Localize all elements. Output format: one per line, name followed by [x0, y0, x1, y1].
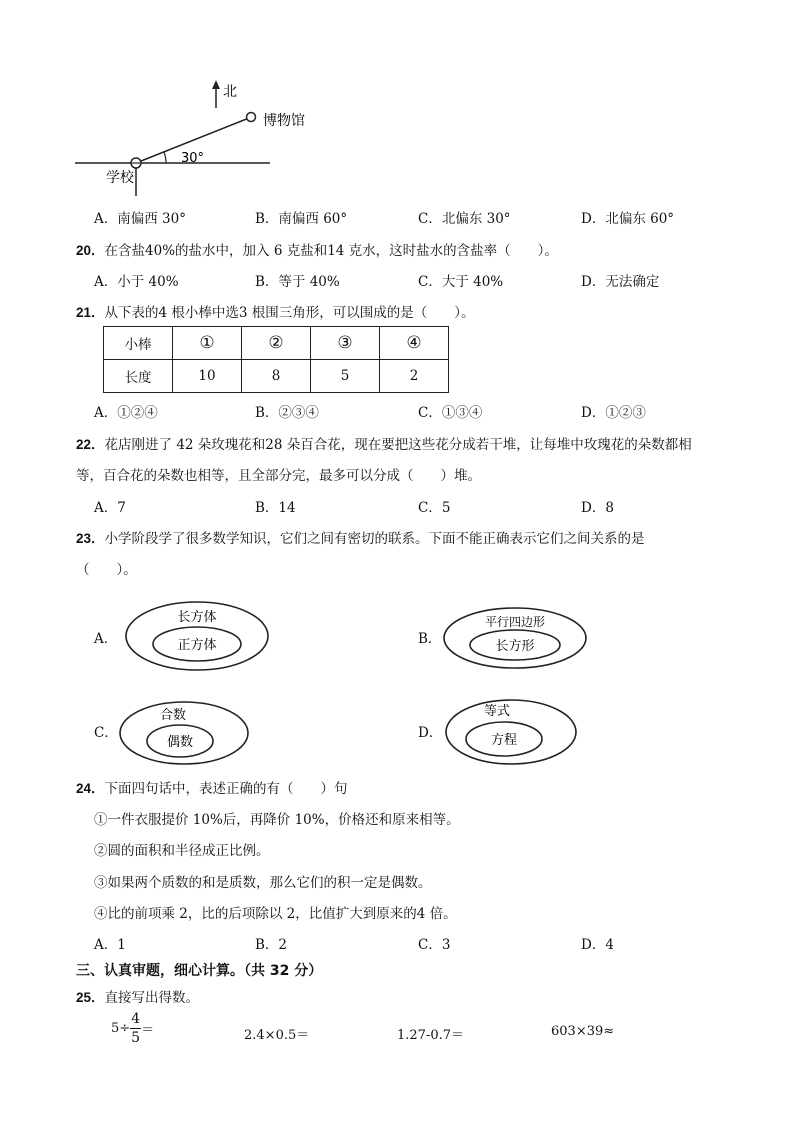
q25-expr-4: 603×39≈	[551, 1024, 615, 1039]
north-arrow-icon	[212, 80, 220, 89]
expr1-prefix: 5÷	[111, 1021, 131, 1036]
q23-option-a-diagram[interactable]	[122, 596, 272, 676]
q23-stem-line1	[76, 527, 645, 547]
q19-option-d[interactable]: D．北偏东 60°	[581, 211, 675, 227]
q23-option-c-letter[interactable]: C．	[94, 725, 118, 741]
angle-label: 30°	[181, 151, 205, 166]
q21-option-d[interactable]: D．①②③	[581, 405, 646, 421]
fraction-numerator: 4	[131, 1011, 141, 1027]
q24-option-d[interactable]: D．4	[581, 937, 614, 953]
q25-expr-2: 2.4×0.5＝	[244, 1028, 310, 1043]
q23-option-c-diagram[interactable]	[116, 698, 256, 768]
q24-statement-1: ①一件衣服提价 10%后，再降价 10%，价格还和原来相等。	[94, 812, 460, 828]
q22-text-line1: 花店刚进了 42 朵玫瑰花和28 朵百合花，现在要把这些花分成若干堆，让每堆中玫瑰花的朵数都相	[104, 437, 692, 453]
q20-option-d[interactable]: D．无法确定	[581, 274, 660, 290]
inner-set-label: 方程	[490, 733, 518, 748]
table-row	[104, 327, 449, 360]
q24-option-a[interactable]: A．1	[94, 937, 126, 953]
q25-expr-1	[111, 1012, 154, 1045]
fraction-denominator: 5	[131, 1030, 141, 1046]
outer-set-label: 平行四边形	[484, 615, 546, 629]
museum-label: 博物馆	[263, 113, 305, 129]
q21-option-b[interactable]: B．②③④	[255, 405, 319, 421]
q24-statement-3: ③如果两个质数的和是质数，那么它们的积一定是偶数。	[94, 875, 432, 891]
q20-option-b[interactable]: B．等于 40%	[255, 274, 340, 290]
q19-option-b[interactable]: B．南偏西 60°	[255, 211, 348, 227]
q23-number: 23．	[76, 531, 105, 546]
q24-text: 下面四句话中，表述正确的有（ ）句	[104, 781, 348, 797]
q19-option-a[interactable]: A．南偏西 30°	[94, 211, 186, 227]
q21-text: 从下表的4 根小棒中选3 根围三角形，可以围成的是（ ）。	[104, 305, 475, 321]
table-cell: 2	[380, 360, 449, 393]
table-cell: 5	[311, 360, 380, 393]
table-cell: ③	[311, 327, 380, 360]
q23-option-b-letter[interactable]: B．	[418, 631, 442, 647]
inner-set-label: 长方形	[495, 639, 535, 654]
expr1-suffix: ＝	[141, 1023, 155, 1038]
q21-option-c[interactable]: C．①③④	[418, 405, 483, 421]
q24-option-c[interactable]: C．3	[418, 937, 451, 953]
q21-option-a[interactable]: A．①②④	[94, 405, 158, 421]
angle-arc	[164, 152, 166, 163]
q23-option-b-diagram[interactable]	[440, 604, 590, 674]
q22-text-line2: 等，百合花的朵数也相等，且全部分完，最多可以分成（ ）堆。	[76, 468, 481, 484]
q22-option-d[interactable]: D．8	[581, 500, 614, 516]
q24-statement-2: ②圆的面积和半径成正比例。	[94, 843, 270, 859]
q24-statement-4: ④比的前项乘 2，比的后项除以 2，比值扩大到原来的4 倍。	[94, 906, 457, 922]
q20-option-c[interactable]: C．大于 40%	[418, 274, 504, 290]
q21-number: 21．	[76, 305, 105, 320]
section-3-heading: 三、认真审题，细心计算。（共 32 分）	[76, 963, 323, 979]
inner-set-label: 正方体	[177, 638, 217, 653]
q25-stem	[76, 986, 199, 1006]
table-cell: ②	[242, 327, 311, 360]
q25-expr-3: 1.27-0.7＝	[397, 1028, 465, 1043]
q23-text-line2: （ ）。	[76, 562, 137, 578]
q23-option-d-diagram[interactable]	[442, 696, 582, 768]
q22-option-c[interactable]: C．5	[418, 500, 451, 516]
q25-number: 25．	[76, 990, 105, 1005]
q24-stem	[76, 777, 348, 797]
q22-option-a[interactable]: A．7	[94, 500, 126, 516]
q23-text-line1: 小学阶段学了很多数学知识，它们之间有密切的联系。下面不能正确表示它们之间关系的是	[104, 531, 645, 547]
q19-direction-figure	[70, 78, 350, 198]
q20-stem	[76, 239, 558, 259]
q22-stem-line1	[76, 433, 692, 453]
fraction	[130, 1012, 141, 1045]
table-cell: 10	[173, 360, 242, 393]
q20-text: 在含盐40%的盐水中，加入 6 克盐和14 克水，这时盐水的含盐率（ ）。	[104, 243, 558, 259]
q24-option-b[interactable]: B．2	[255, 937, 288, 953]
outer-set-label: 合数	[159, 708, 187, 723]
north-label: 北	[223, 84, 237, 100]
q20-number: 20．	[76, 243, 105, 258]
table-cell: ①	[173, 327, 242, 360]
q22-number: 22．	[76, 437, 105, 452]
q21-stem	[76, 301, 475, 321]
table-row	[104, 360, 449, 393]
table-cell: ④	[380, 327, 449, 360]
outer-set-label: 等式	[483, 704, 511, 719]
q22-option-b[interactable]: B．14	[255, 500, 296, 516]
q19-option-c[interactable]: C．北偏东 30°	[418, 211, 511, 227]
museum-point	[247, 113, 256, 122]
school-label: 学校	[106, 170, 134, 186]
q23-option-a-letter[interactable]: A．	[94, 631, 118, 647]
table-cell: 8	[242, 360, 311, 393]
q24-number: 24．	[76, 781, 105, 796]
q20-option-a[interactable]: A．小于 40%	[94, 274, 179, 290]
inner-set-label: 偶数	[166, 735, 194, 750]
table-header-cell: 小棒	[104, 327, 173, 360]
stick-length-table	[103, 326, 449, 393]
q25-text: 直接写出得数。	[104, 990, 200, 1006]
outer-set-label: 长方体	[177, 610, 217, 625]
table-header-cell: 长度	[104, 360, 173, 393]
q23-option-d-letter[interactable]: D．	[418, 725, 443, 741]
